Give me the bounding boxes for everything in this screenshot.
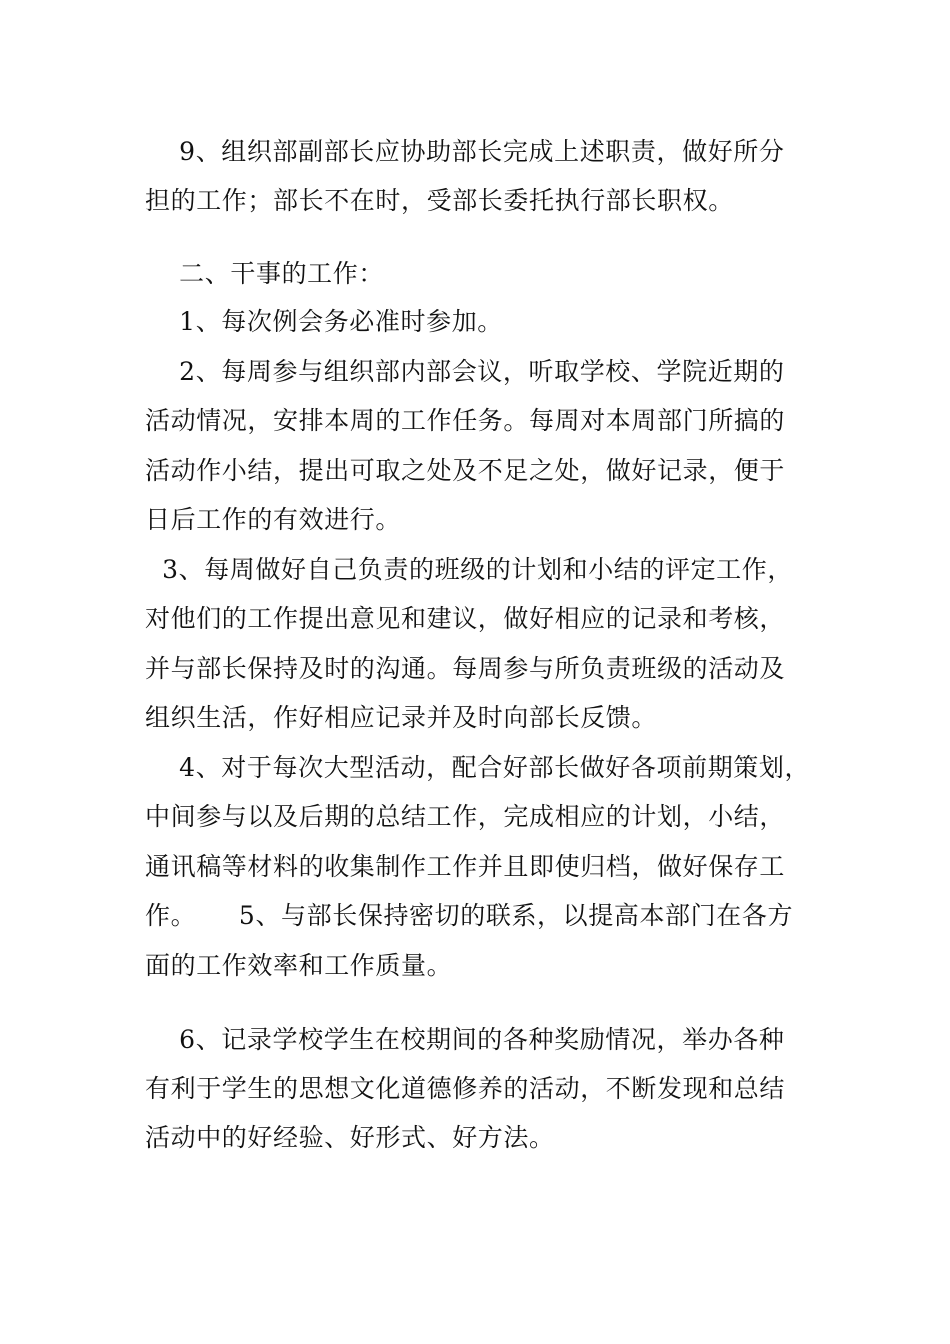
text-line: 4、对于每次大型活动，配合好部长做好各项前期策划，	[145, 753, 811, 782]
text-line: 9、组织部副部长应协助部长完成上述职责，做好所分	[145, 137, 785, 166]
text-line: 担的工作；部长不在时，受部长委托执行部长职权。	[145, 186, 734, 215]
text-line: 组织生活，作好相应记录并及时向部长反馈。	[145, 703, 658, 732]
text-line: 1、每次例会务必准时参加。	[145, 307, 503, 336]
text-line: 活动作小结，提出可取之处及不足之处，做好记录，便于	[145, 456, 786, 485]
text-line: 6、记录学校学生在校期间的各种奖励情况，举办各种	[145, 1025, 785, 1054]
text-line: 日后工作的有效进行。	[145, 505, 402, 534]
text-line: 中间参与以及后期的总结工作，完成相应的计划，小结，	[145, 802, 786, 831]
text-line: 对他们的工作提出意见和建议，做好相应的记录和考核，	[145, 604, 786, 633]
text-line: 3、每周做好自己负责的班级的计划和小结的评定工作，	[145, 555, 794, 584]
text-line: 有利于学生的思想文化道德修养的活动，不断发现和总结	[145, 1074, 786, 1103]
section-heading: 二、干事的工作：	[145, 259, 384, 288]
text-line: 作。 5、与部长保持密切的联系，以提高本部门在各方	[145, 901, 794, 930]
text-line: 2、每周参与组织部内部会议，听取学校、学院近期的	[145, 357, 785, 386]
text-line: 面的工作效率和工作质量。	[145, 951, 453, 980]
text-line: 通讯稿等材料的收集制作工作并且即使归档，做好保存工	[145, 852, 786, 881]
text-line: 活动中的好经验、好形式、好方法。	[145, 1123, 555, 1152]
text-line: 并与部长保持及时的沟通。每周参与所负责班级的活动及	[145, 654, 786, 683]
text-line: 活动情况，安排本周的工作任务。每周对本周部门所搞的	[145, 406, 786, 435]
